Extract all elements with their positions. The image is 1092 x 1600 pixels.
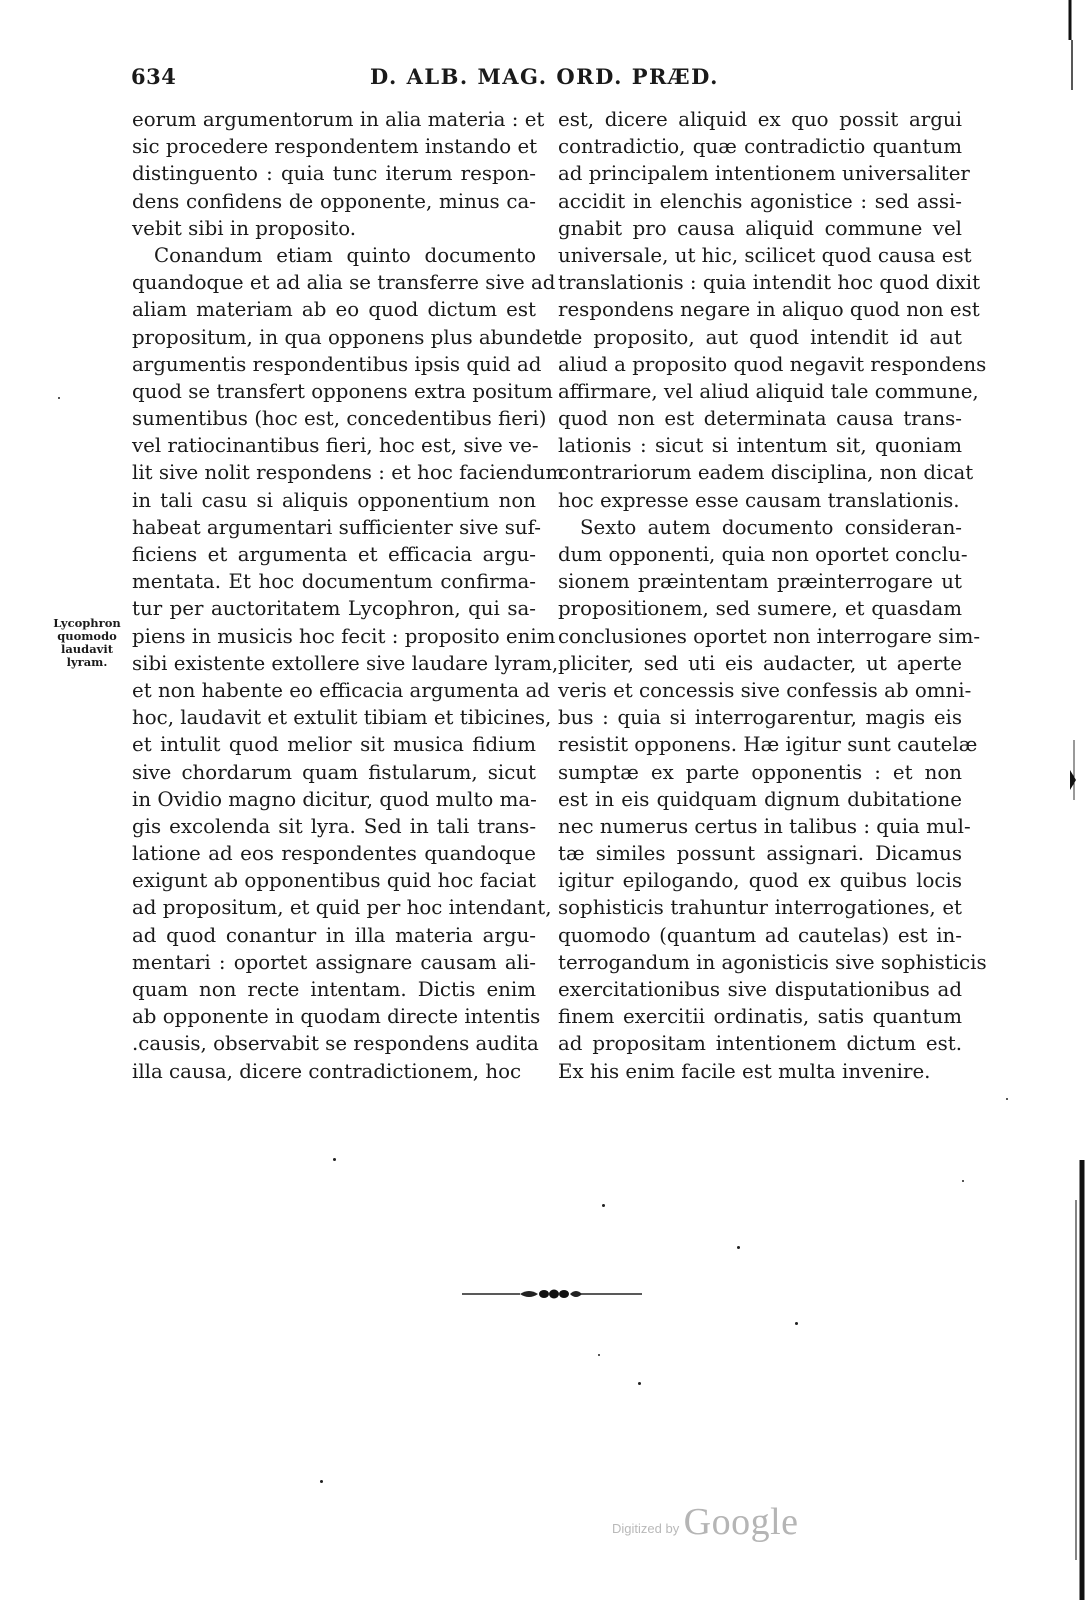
text-line: ad propositum, et quid per hoc intendant, <box>132 896 552 920</box>
text-line: terrogandum in agonisticis sive sophisticis <box>558 950 987 974</box>
watermark-prefix: Digitized by <box>612 1520 680 1536</box>
google-logo: Google <box>683 1501 799 1543</box>
margin-note-line: lyram. <box>66 655 108 669</box>
text-line: aliud a proposito quod negavit respondens <box>558 352 987 376</box>
margin-note <box>44 617 130 669</box>
ink-speck <box>795 1322 798 1325</box>
text-line: Sexto autem documento consideran- <box>580 515 962 539</box>
text-line: lationis : sicut si intentum sit, quoniam <box>558 434 962 458</box>
text-line: propositionem, sed sumere, et quasdam <box>558 597 962 621</box>
text-line: piens in musicis hoc fecit : proposito enim <box>132 624 556 648</box>
text-line: sumentibus (hoc est, concedentibus fieri) <box>132 407 547 431</box>
text-line: bus : quia si interrogarentur, magis eis <box>558 706 962 730</box>
text-line: veris et concessis sive confessis ab omni- <box>558 678 972 702</box>
ink-speck <box>638 1382 641 1385</box>
text-line: illa causa, dicere contradictionem, hoc <box>132 1059 522 1083</box>
text-line: tæ similes possunt assignari. Dicamus <box>558 842 962 866</box>
text-line: eorum argumentorum in alia materia : et <box>132 108 545 131</box>
text-line: dens confidens de opponente, minus ca- <box>132 189 536 213</box>
text-line: sic procedere respondentem instando et <box>132 135 538 159</box>
text-line: quod non est determinata causa trans- <box>558 407 962 431</box>
text-line: igitur epilogando, quod ex quibus locis <box>558 869 962 893</box>
text-line: et non habente eo efficacia argumenta ad <box>132 678 550 702</box>
text-line: est in eis quidquam dignum dubitatione <box>558 787 962 811</box>
ink-speck <box>598 1354 600 1356</box>
left-text-column <box>132 106 565 1085</box>
text-line: et intulit quod melior sit musica fidium <box>132 733 536 757</box>
text-line: vebit sibi in proposito. <box>132 216 357 240</box>
text-line: ad propositam intentionem dictum est. <box>558 1032 962 1056</box>
text-line: accidit in elenchis agonistice : sed assi- <box>558 189 962 213</box>
text-line: ab opponente in quodam directe intentis <box>132 1005 541 1029</box>
text-line: latione ad eos respondentes quandoque <box>132 842 536 866</box>
page-edge-scan-artifact <box>1060 0 1092 1600</box>
text-line: quandoque et ad alia se transferre sive ad <box>132 271 556 295</box>
text-line: sibi existente extollere sive laudare lyram, <box>132 651 559 675</box>
text-line: mentari : oportet assignare causam ali- <box>132 950 536 974</box>
text-line: quam non recte intentam. Dictis enim <box>132 978 536 1001</box>
text-line: conclusiones oportet non interrogare sim- <box>558 624 981 648</box>
margin-note-line: quomodo <box>57 629 117 643</box>
ink-speck <box>962 1180 964 1182</box>
text-line: hoc expresse esse causam translationis. <box>558 488 960 512</box>
text-line: quod se transfert opponens extra positum <box>132 379 553 403</box>
text-line: exercitationibus sive disputationibus ad <box>558 978 962 1001</box>
text-line: ficiens et argumenta et efficacia argu- <box>132 543 536 566</box>
text-line: ad quod conantur in illa materia argu- <box>132 923 536 947</box>
text-line: habeat argumentari sufficienter sive suf- <box>132 515 541 539</box>
text-line: sumptæ ex parte opponentis : et non <box>558 760 962 784</box>
text-line: sophisticis trahuntur interrogationes, et <box>558 896 962 920</box>
text-line: respondens negare in aliquo quod non est <box>558 298 980 322</box>
text-line: .causis, observabit se respondens audita <box>132 1032 539 1056</box>
text-line: in Ovidio magno dicitur, quod multo ma- <box>132 787 537 811</box>
text-line: gis excolenda sit lyra. Sed in tali trans- <box>132 814 536 838</box>
text-line: est, dicere aliquid ex quo possit argui <box>558 108 962 131</box>
text-line: Ex his enim facile est multa invenire. <box>558 1059 931 1083</box>
text-line: de proposito, aut quod intendit id aut <box>558 325 962 349</box>
ink-speck <box>58 397 60 399</box>
text-line: tur per auctoritatem Lycophron, qui sa- <box>132 597 536 621</box>
text-line: argumentis respondentibus ipsis quid ad <box>132 352 542 376</box>
page-number: 634 <box>131 64 177 89</box>
text-line: propositum, in qua opponens plus abundet <box>132 325 562 349</box>
text-line: gnabit pro causa aliquid commune vel <box>558 216 962 240</box>
right-text-column <box>558 106 987 1085</box>
text-line: vel ratiocinantibus fieri, hoc est, sive ve- <box>132 434 539 458</box>
text-line: quomodo (quantum ad cautelas) est in- <box>558 923 962 947</box>
text-line: finem exercitii ordinatis, satis quantum <box>558 1005 962 1029</box>
text-line: sionem præintentam præinterrogare ut <box>558 570 962 594</box>
text-line: contradictio, quæ contradictio quantum <box>558 135 962 159</box>
text-line: pliciter, sed uti eis audacter, ut aperte <box>558 651 962 675</box>
margin-note-line: Lycophron <box>53 616 121 630</box>
ink-speck <box>333 1158 336 1161</box>
text-line: lit sive nolit respondens : et hoc faciendum <box>132 461 565 485</box>
ink-speck <box>602 1204 605 1207</box>
text-line: universale, ut hic, scilicet quod causa est <box>558 243 972 267</box>
text-line: in tali casu si aliquis opponentium non <box>132 488 536 512</box>
ink-speck <box>320 1480 323 1483</box>
text-line: resistit opponens. Hæ igitur sunt cautelæ <box>558 733 978 757</box>
text-line: Conandum etiam quinto documento <box>154 243 536 267</box>
ink-speck <box>737 1246 740 1249</box>
text-line: translationis : quia intendit hoc quod dixit <box>558 271 981 295</box>
text-line: hoc, laudavit et extulit tibiam et tibicines, <box>132 706 552 730</box>
text-line: exigunt ab opponentibus quid hoc faciat <box>132 869 536 893</box>
text-line: sive chordarum quam fistularum, sicut <box>132 760 536 784</box>
text-line: distinguento : quia tunc iterum respon- <box>132 162 536 186</box>
margin-note-line: laudavit <box>60 642 114 656</box>
digitized-watermark <box>612 1500 799 1546</box>
ink-speck <box>1006 1098 1008 1100</box>
text-line: mentata. Et hoc documentum confirma- <box>132 570 536 594</box>
ornament-divider <box>460 1284 644 1304</box>
text-line: dum opponenti, quia non oportet conclu- <box>558 543 968 566</box>
text-line: affirmare, vel aliud aliquid tale commune, <box>558 379 979 403</box>
running-head: D. ALB. MAG. ORD. PRÆD. <box>370 64 719 89</box>
text-line: contrariorum eadem disciplina, non dicat <box>558 461 974 485</box>
text-line: aliam materiam ab eo quod dictum est <box>132 298 536 322</box>
text-line: nec numerus certus in talibus : quia mul- <box>558 814 971 838</box>
text-line: ad principalem intentionem universaliter <box>558 162 970 186</box>
